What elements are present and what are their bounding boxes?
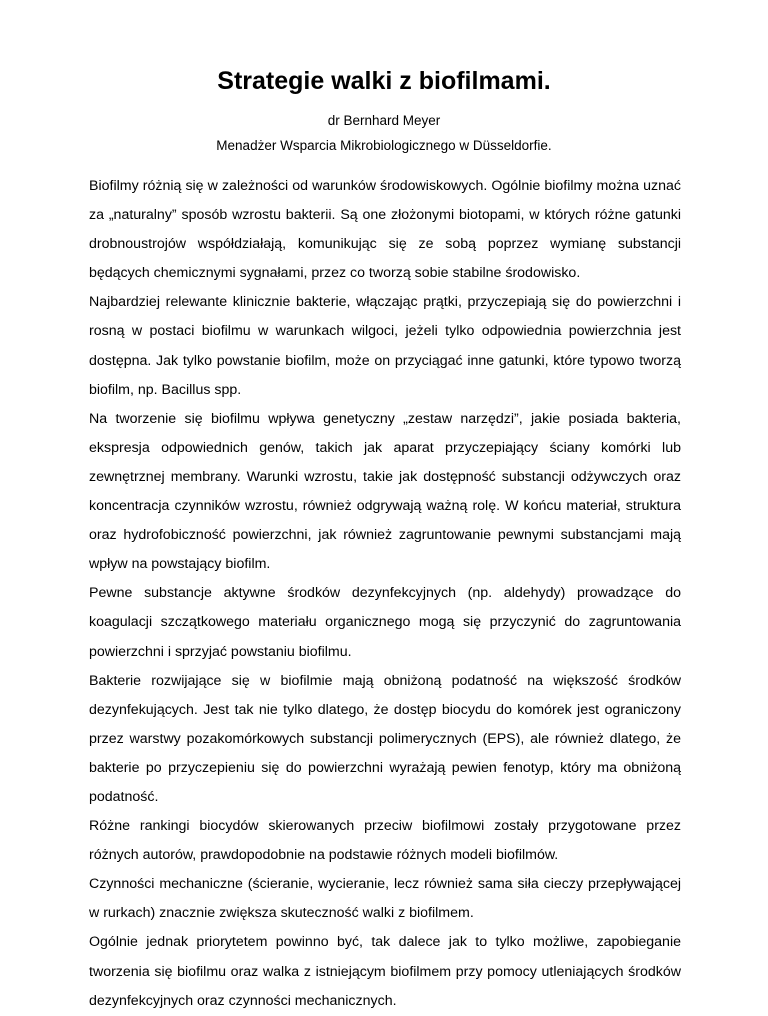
paragraph: Biofilmy różnią się w zależności od warunków środowiskowych. Ogólnie biofilmy można uznać za „naturalny” sposób wzrostu bakterii. Są one złożonymi biotopami, w których różne gatunki drobnoustrojów współdziałają, komunikując się ze sobą poprzez wymianę substancji będących chemicznymi sygnałami, przez co tworzą sobie stabilne środowisko. [89,178,681,282]
document-body [89,172,681,1016]
author-name: dr Bernhard Meyer [327,113,441,128]
document-title: Strategie walki z biofilmami. [217,67,551,95]
paragraph: Pewne substancje aktywne środków dezynfekcyjnych (np. aldehydy) prowadzące do koagulacji szczątkowego materiału organicznego mogą się przyczynić do zagruntowania powierzchni i sprzyjać powstaniu biofilmu. [89,585,681,660]
paragraph: Ogólnie jednak priorytetem powinno być, tak dalece jak to tylko możliwe, zapobieganie tworzenia się biofilmu oraz walka z istniejącym biofilmem przy pomocy utleniających środków dezynfekcyjnych oraz czynności mechanicznych. [89,934,681,1009]
author-role: Menadżer Wsparcia Mikrobiologicznego w Düsseldorfie. [216,138,552,153]
paragraph: Czynności mechaniczne (ścieranie, wycieranie, lecz również sama siła cieczy przepływającej w rurkach) znacznie zwiększa skuteczność walki z biofilmem. [89,876,681,922]
paragraph: Bakterie rozwijające się w biofilmie mają obniżoną podatność na większość środków dezynfekujących. Jest tak nie tylko dlatego, że dostęp biocydu do komórek jest ograniczony przez warstwy pozakomórkowych substancji polimerycznych (EPS), ale również dlatego, że bakterie po przyczepieniu się do powierzchni wyrażają pewien fenotyp, który ma obniżoną podatność. [89,672,681,805]
paragraph: Najbardziej relewante klinicznie bakterie, włączając prątki, przyczepiają się do powierzchni i rosną w postaci biofilmu w warunkach wilgoci, jeżeli tylko odpowiednia powierzchnia jest dostępna. Jak tylko powstanie biofilm, może on przyciągać inne gatunki, które typowo tworzą biofilm, np. Bacillus spp. [89,294,681,398]
paragraph: Różne rankingi biocydów skierowanych przeciw biofilmowi zostały przygotowane przez różnych autorów, prawdopodobnie na podstawie różnych modeli biofilmów. [89,818,681,864]
paragraph: Na tworzenie się biofilmu wpływa genetyczny „zestaw narzędzi”, jakie posiada bakteria, ekspresja odpowiednich genów, takich jak aparat przyczepiający ściany komórki lub zewnętrznej membrany. Warunki wzrostu, takie jak dostępność substancji odżywczych oraz koncentracja czynników wzrostu, również odgrywają ważną rolę. W końcu materiał, struktura oraz hydrofobiczność powierzchni, jak również zagruntowanie pewnymi substancjami mają wpływ na powstający biofilm. [89,410,681,573]
